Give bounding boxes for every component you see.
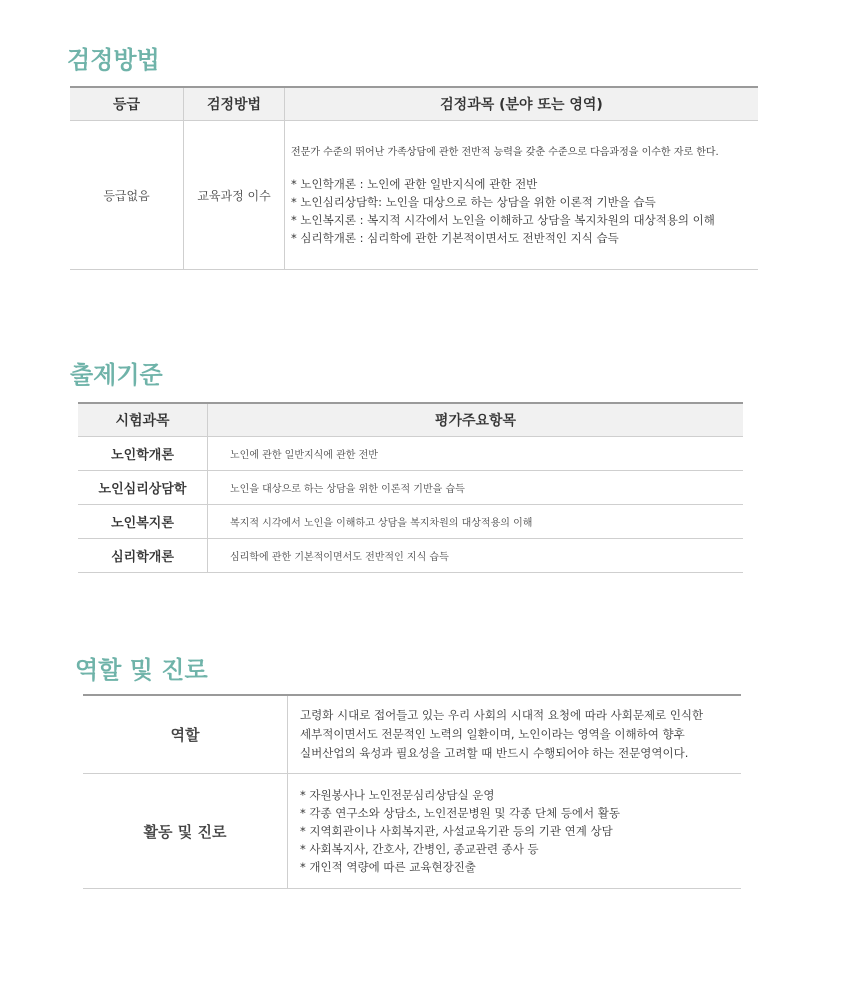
table-row (78, 539, 743, 573)
item-cell: 노인을 대상으로 하는 상담을 위한 이론적 기반을 습득 (208, 471, 744, 505)
header-evaluation-items: 평가주요항목 (208, 403, 744, 437)
list-item: * 노인학개론 : 노인에 관한 일반지식에 관한 전반 (291, 176, 538, 191)
item-cell: 복지적 시각에서 노인을 이해하고 상담을 복지차원의 대상적용의 이해 (208, 505, 744, 539)
section-title-exam-criteria: 출제기준 (70, 361, 163, 389)
subjects-cell (285, 121, 759, 270)
subjects-list (291, 175, 752, 247)
exam-criteria-table (78, 402, 743, 573)
role-label: 역할 (83, 695, 288, 774)
career-list (300, 786, 729, 876)
subjects-description: 전문가 수준의 뛰어난 가족상담에 관한 전반적 능력을 갖춘 수준으로 다음과정을 이수한 자로 한다. (291, 146, 719, 158)
item-cell: 노인에 관한 일반지식에 관한 전반 (208, 437, 744, 471)
table-row (78, 437, 743, 471)
exam-method-table (70, 86, 758, 270)
roles-career-table (83, 694, 741, 889)
section-title-roles: 역할 및 진로 (75, 656, 208, 684)
subject-cell: 노인학개론 (78, 437, 208, 471)
table-row (83, 695, 741, 774)
list-item: * 심리학개론 : 심리학에 관한 기본적이면서도 전반적인 지식 습득 (291, 230, 619, 245)
career-text (288, 774, 742, 889)
role-text-line: 세부적이면서도 전문적인 노력의 일환이며, 노인이라는 영역을 이해하여 향후 (300, 727, 685, 741)
item-cell: 심리학에 관한 기본적이면서도 전반적인 지식 습득 (208, 539, 744, 573)
header-method: 검정방법 (184, 87, 285, 121)
list-item: * 노인복지론 : 복지적 시각에서 노인을 이해하고 상담을 복지차원의 대상적용의 이해 (291, 212, 715, 227)
subject-cell: 노인복지론 (78, 505, 208, 539)
header-grade: 등급 (70, 87, 184, 121)
header-subject: 시험과목 (78, 403, 208, 437)
career-label: 활동 및 진로 (83, 774, 288, 889)
list-item: * 개인적 역량에 따른 교육현장진출 (300, 860, 476, 874)
method-cell: 교육과정 이수 (184, 121, 285, 270)
list-item: * 사회복지사, 간호사, 간병인, 종교관련 종사 등 (300, 842, 539, 856)
table-row (83, 774, 741, 889)
role-text-line: 고령화 시대로 접어들고 있는 우리 사회의 시대적 요청에 따라 사회문제로 인식한 (300, 708, 704, 722)
section-title-exam-method: 검정방법 (67, 46, 160, 74)
subject-cell: 노인심리상담학 (78, 471, 208, 505)
list-item: * 각종 연구소와 상담소, 노인전문병원 및 각종 단체 등에서 활동 (300, 806, 621, 820)
list-item: * 노인심리상담학: 노인을 대상으로 하는 상담을 위한 이론적 기반을 습득 (291, 194, 656, 209)
list-item: * 지역회관이나 사회복지관, 사설교육기관 등의 기관 연계 상담 (300, 824, 613, 838)
table-row (78, 471, 743, 505)
list-item: * 자원봉사나 노인전문심리상담실 운영 (300, 788, 495, 802)
table-row (78, 505, 743, 539)
header-subjects: 검정과목 (분야 또는 영역) (285, 87, 759, 121)
table-row (70, 121, 758, 270)
role-text (288, 695, 742, 774)
role-text-line: 실버산업의 육성과 필요성을 고려할 때 반드시 수행되어야 하는 전문영역이다. (300, 746, 689, 760)
subject-cell: 심리학개론 (78, 539, 208, 573)
grade-cell: 등급없음 (70, 121, 184, 270)
